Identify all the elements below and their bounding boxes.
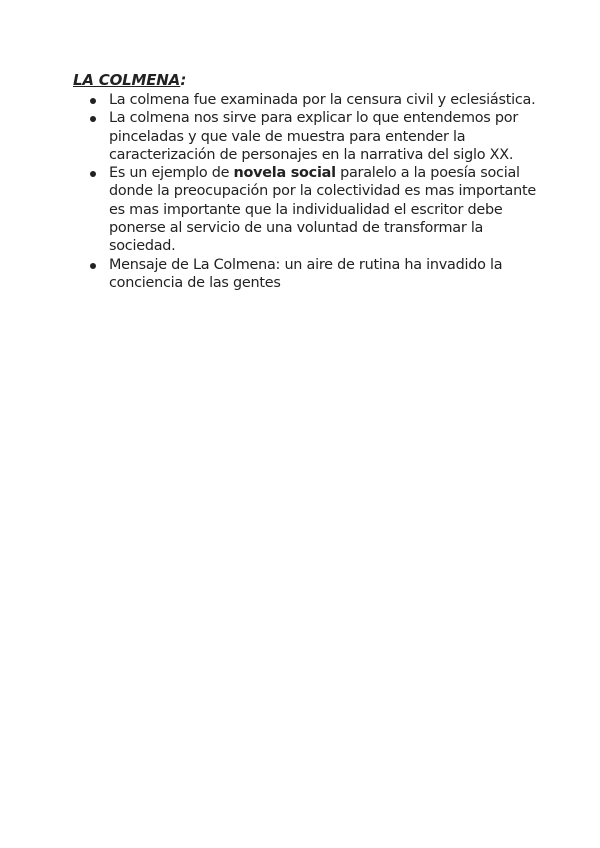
heading-colon: : (180, 71, 187, 89)
bullet-text-before: Es un ejemplo de (109, 165, 234, 182)
bullet-text: La colmena nos sirve para explicar lo que entendemos por pinceladas y que vale de muestra para entender la caracterización de personajes en la narrativa del siglo XX. (109, 110, 518, 163)
bullet-item-pinceladas (73, 109, 543, 164)
bullet-text-after: paralelo a la poesía social donde la preocupación por la colectividad es mas importante es mas importante que la individualidad el escritor debe ponerse al servicio de una voluntad de transformar la sociedad. (109, 165, 536, 255)
bullet-icon (90, 263, 96, 269)
bullet-text: La colmena fue examinada por la censura civil y eclesiástica. (109, 92, 536, 108)
heading-title: LA COLMENA (73, 71, 181, 89)
bullet-item-mensaje (73, 256, 543, 293)
bullet-icon (90, 116, 96, 122)
bullet-text: Mensaje de La Colmena: un aire de rutina ha invadido la conciencia de las gentes (109, 256, 503, 291)
section-heading (73, 71, 186, 89)
bullet-bold-term: novela social (233, 165, 336, 182)
bullet-icon (90, 171, 96, 177)
bullet-item-censura (73, 91, 543, 109)
bullet-list (73, 91, 543, 292)
bullet-icon (90, 98, 96, 104)
bullet-item-novela-social (73, 164, 543, 255)
